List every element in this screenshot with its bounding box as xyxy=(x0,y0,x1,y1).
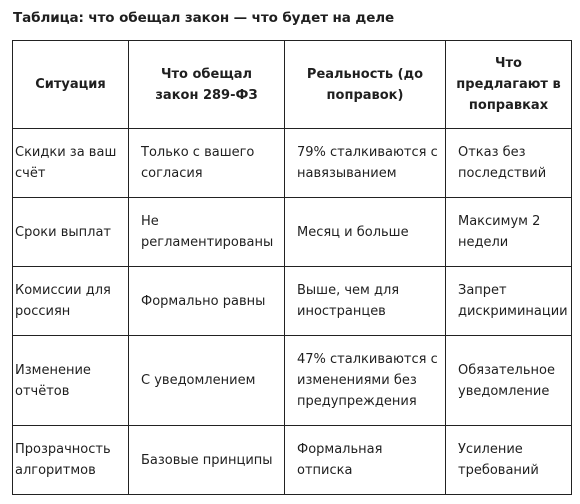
cell-law-promise: Только с вашего согласия xyxy=(129,129,285,198)
header-amendments: Что предлагают в поправках xyxy=(446,41,572,129)
cell-situation: Изменение отчётов xyxy=(13,336,129,426)
table-row xyxy=(13,336,572,426)
cell-situation: Прозрачность алгоритмов xyxy=(13,426,129,495)
comparison-table xyxy=(12,40,572,495)
cell-law-promise: Базовые принципы xyxy=(129,426,285,495)
cell-law-promise: С уведомлением xyxy=(129,336,285,426)
cell-reality: 47% сталкиваются с изменениями без предупреждения xyxy=(285,336,446,426)
cell-situation: Сроки выплат xyxy=(13,198,129,267)
cell-amendments: Обязательное уведомление xyxy=(446,336,572,426)
cell-amendments: Усиление требований xyxy=(446,426,572,495)
cell-law-promise: Не регламентированы xyxy=(129,198,285,267)
cell-reality: Выше, чем для иностранцев xyxy=(285,267,446,336)
cell-reality: Формальная отписка xyxy=(285,426,446,495)
cell-amendments: Запрет дискриминации xyxy=(446,267,572,336)
header-situation: Ситуация xyxy=(13,41,129,129)
header-reality: Реальность (до поправок) xyxy=(285,41,446,129)
header-law-promise: Что обещал закон 289-ФЗ xyxy=(129,41,285,129)
cell-reality: Месяц и больше xyxy=(285,198,446,267)
cell-reality: 79% сталкиваются с навязыванием xyxy=(285,129,446,198)
cell-amendments: Максимум 2 недели xyxy=(446,198,572,267)
table-row xyxy=(13,198,572,267)
table-row xyxy=(13,426,572,495)
cell-law-promise: Формально равны xyxy=(129,267,285,336)
cell-amendments: Отказ без последствий xyxy=(446,129,572,198)
table-caption: Таблица: что обещал закон — что будет на деле xyxy=(13,10,395,26)
cell-situation: Комиссии для россиян xyxy=(13,267,129,336)
cell-situation: Скидки за ваш счёт xyxy=(13,129,129,198)
table-row xyxy=(13,129,572,198)
table-header-row xyxy=(13,41,572,129)
table-row xyxy=(13,267,572,336)
